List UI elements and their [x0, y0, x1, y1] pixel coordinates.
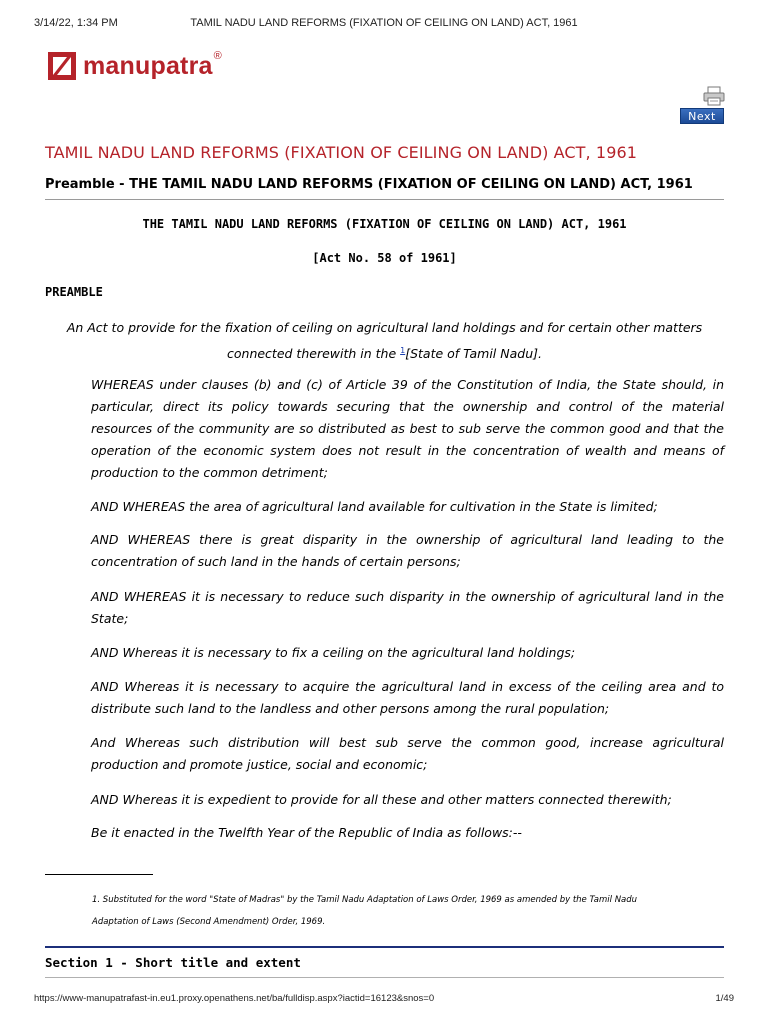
divider — [45, 977, 724, 978]
logo-registered-mark: ® — [213, 50, 222, 62]
footnote-link[interactable]: 1 — [400, 346, 406, 355]
footnote-divider — [45, 874, 153, 875]
print-datetime: 3/14/22, 1:34 PM — [34, 17, 118, 29]
next-button[interactable]: Next — [680, 108, 724, 124]
divider — [45, 199, 724, 200]
act-title: TAMIL NADU LAND REFORMS (FIXATION OF CEILING ON LAND) ACT, 1961 — [45, 143, 638, 162]
intro-line-1: An Act to provide for the fixation of ceiling on agricultural land holdings and for certain other matters — [66, 320, 703, 335]
act-heading: THE TAMIL NADU LAND REFORMS (FIXATION OF CEILING ON LAND) ACT, 1961 — [142, 217, 627, 231]
paragraph: AND Whereas it is necessary to acquire the agricultural land in excess of the ceiling area and to distribute such land to the landless and other persons among the rural population; — [91, 679, 724, 716]
preamble-title: THE TAMIL NADU LAND REFORMS (FIXATION OF CEILING ON LAND) ACT, 1961 — [129, 177, 693, 192]
footnote — [92, 889, 724, 933]
section-heading: Section 1 - Short title and extent — [45, 955, 301, 970]
footnote-line-1: 1. Substituted for the word "State of Madras" by the Tamil Nadu Adaptation of Laws Order, 1969 as amended by the Tamil Nadu — [92, 895, 638, 905]
paragraph: Be it enacted in the Twelfth Year of the Republic of India as follows:-- — [91, 825, 522, 840]
logo-text: manupatra — [83, 51, 213, 80]
intro-line-2-pre: connected therewith in the — [227, 346, 401, 362]
printer-icon[interactable] — [703, 86, 725, 106]
paragraph: AND WHEREAS the area of agricultural land available for cultivation in the State is limited; — [91, 499, 658, 514]
page-url: https://www-manupatrafast-in.eu1.proxy.openathens.net/ba/fulldisp.aspx?iactid=16123&snos=0 — [34, 993, 435, 1004]
intro-text — [45, 316, 724, 365]
manupatra-logo[interactable] — [47, 50, 222, 82]
paragraph: AND WHEREAS it is necessary to reduce such disparity in the ownership of agricultural land in the State; — [91, 589, 724, 626]
section-divider — [45, 946, 724, 948]
paragraph: AND Whereas it is necessary to fix a ceiling on the agricultural land holdings; — [91, 645, 576, 660]
intro-line-2-post: [State of Tamil Nadu]. — [405, 346, 542, 362]
act-number: [Act No. 58 of 1961] — [312, 251, 457, 265]
print-title: TAMIL NADU LAND REFORMS (FIXATION OF CEILING ON LAND) ACT, 1961 — [190, 17, 578, 29]
page-number: 1/49 — [715, 993, 734, 1004]
paragraph: And Whereas such distribution will best sub serve the common good, increase agricultural production and promote justice, social and economic; — [91, 735, 724, 772]
paragraph: AND Whereas it is expedient to provide for all these and other matters connected therewith; — [91, 792, 672, 807]
paragraph: AND WHEREAS there is great disparity in the ownership of agricultural land leading to the concentration of such land in the hands of certain persons; — [91, 532, 724, 569]
preamble-prefix: Preamble - — [45, 177, 130, 192]
intro-line-2 — [45, 339, 724, 365]
preamble-label: PREAMBLE — [45, 285, 103, 299]
print-header — [0, 0, 768, 40]
manupatra-logo-icon — [47, 51, 77, 81]
preamble-heading — [45, 177, 693, 192]
footnote-line-2: Adaptation of Laws (Second Amendment) Order, 1969. — [92, 917, 326, 927]
paragraph: WHEREAS under clauses (b) and (c) of Article 39 of the Constitution of India, the State should, in particular, direct its policy towards securing that the ownership and control of the material resources of the community are so distributed as best to sub serve the common good and that the operation of the economic system does not result in the concentration of wealth and means of production to the common detriment; — [91, 377, 724, 480]
